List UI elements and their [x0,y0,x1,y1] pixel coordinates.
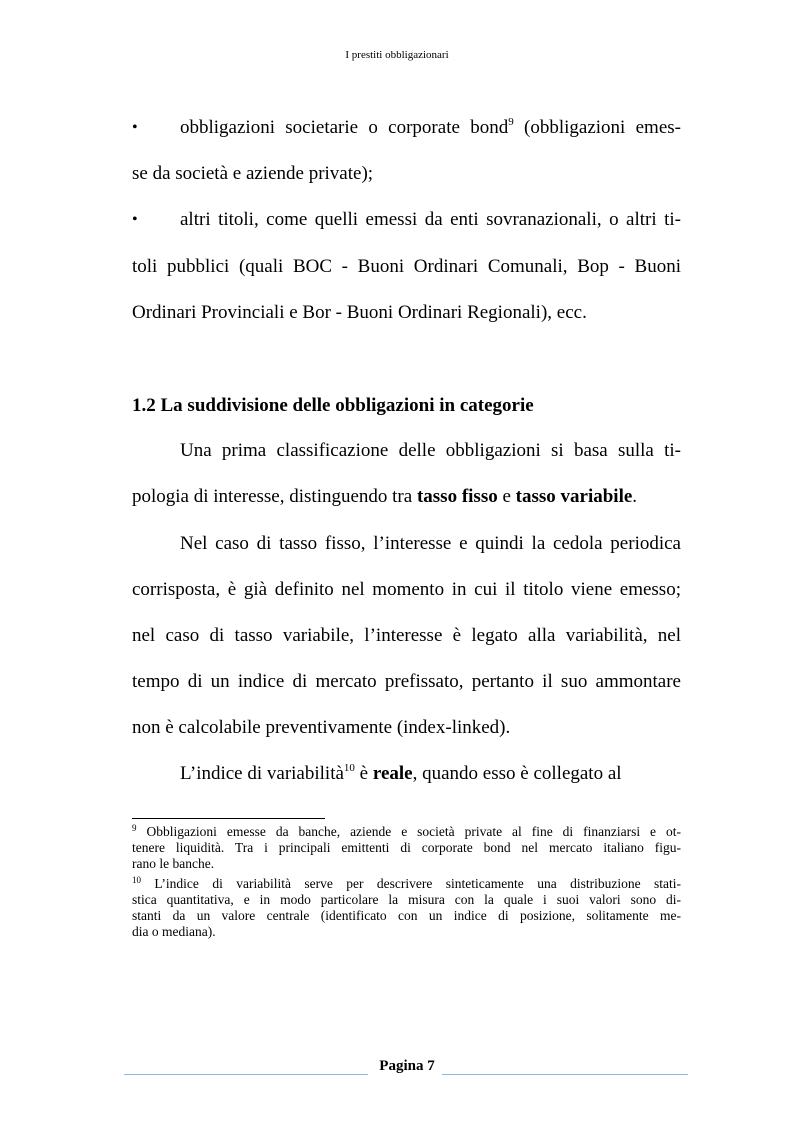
footer-rule-right [442,1074,688,1075]
running-header: I prestiti obbligazionari [345,49,449,61]
paragraph-2-line-2: corrisposta, è già definito nel momento in cui il titolo viene emesso; [132,579,681,600]
paragraph-2-line-4: tempo di un indice di mercato prefissato, pertanto il suo ammontare [132,671,681,692]
bullet-1-line-2: se da società e aziende private); [132,163,374,184]
paragraph-3-line-1: L’indice di variabilità$^{10}$ è reale, quando esso è collegato al [180,762,622,784]
footnote-ref-9[interactable]: 9 [508,116,514,128]
footnote-separator [132,818,325,819]
footnote-9-line-1: $^9$ Obbligazioni emesse da banche, aziende e società private al fine di finanziarsi e ot- [132,823,681,839]
footnote-10-line-2: stica quantitativa, e in modo particolare la misura con la quale i suoi valori sono di- [132,892,681,907]
paragraph-1-line-1: Una prima classificazione delle obbligazioni si basa sulla ti- [180,440,681,461]
footnote-10-line-4: dia o mediana). [132,924,216,939]
term-tasso-fisso: tasso fisso [416,486,498,507]
paragraph-1-line-2: pologia di interesse, distinguendo tra tasso fisso e tasso variabile. [132,486,638,507]
paragraph-2-line-1: Nel caso di tasso fisso, l’interesse e quindi la cedola periodica [180,533,681,554]
bullet-2-line-1: altri titoli, come quelli emessi da enti sovranazionali, o altri ti- [180,209,681,230]
page-number: Pagina 7 [379,1058,435,1074]
footnote-9-line-3: rano le banche. [132,856,215,871]
paragraph-2-line-5: non è calcolabile preventivamente (index-linked). [132,717,511,738]
bullet-1-line-1: obbligazioni societarie o corporate bond$^9$ (obbligazioni emes- [180,116,681,138]
footnote-ref-10[interactable]: 10 [343,762,355,774]
section-heading: 1.2 La suddivisione delle obbligazioni in categorie [132,395,534,416]
footnote-10-line-3: stanti da un valore centrale (identificato con un indice di posizione, solitamente me- [132,908,681,923]
term-tasso-variabile: tasso variabile [515,486,633,507]
footnote-10-line-1: $^{10}$ L’indice di variabilità serve per descrivere sinteticamente una distribuzione stati- [132,875,681,891]
bullet-2-line-3: Ordinari Provinciali e Bor - Buoni Ordinari Regionali), ecc. [132,302,587,323]
term-reale: reale [372,763,413,784]
footnote-9-line-2: tenere liquidità. Tra i principali emittenti di corporate bond nel mercato italiano figu- [132,840,681,855]
bullet-icon: • [132,211,138,228]
paragraph-2-line-3: nel caso di tasso variabile, l’interesse è legato alla variabilità, nel [132,625,681,646]
bullet-icon: • [132,119,138,136]
footer-rule-left [124,1074,368,1075]
bullet-2-line-2: toli pubblici (quali BOC - Buoni Ordinari Comunali, Bop - Buoni [132,256,681,277]
